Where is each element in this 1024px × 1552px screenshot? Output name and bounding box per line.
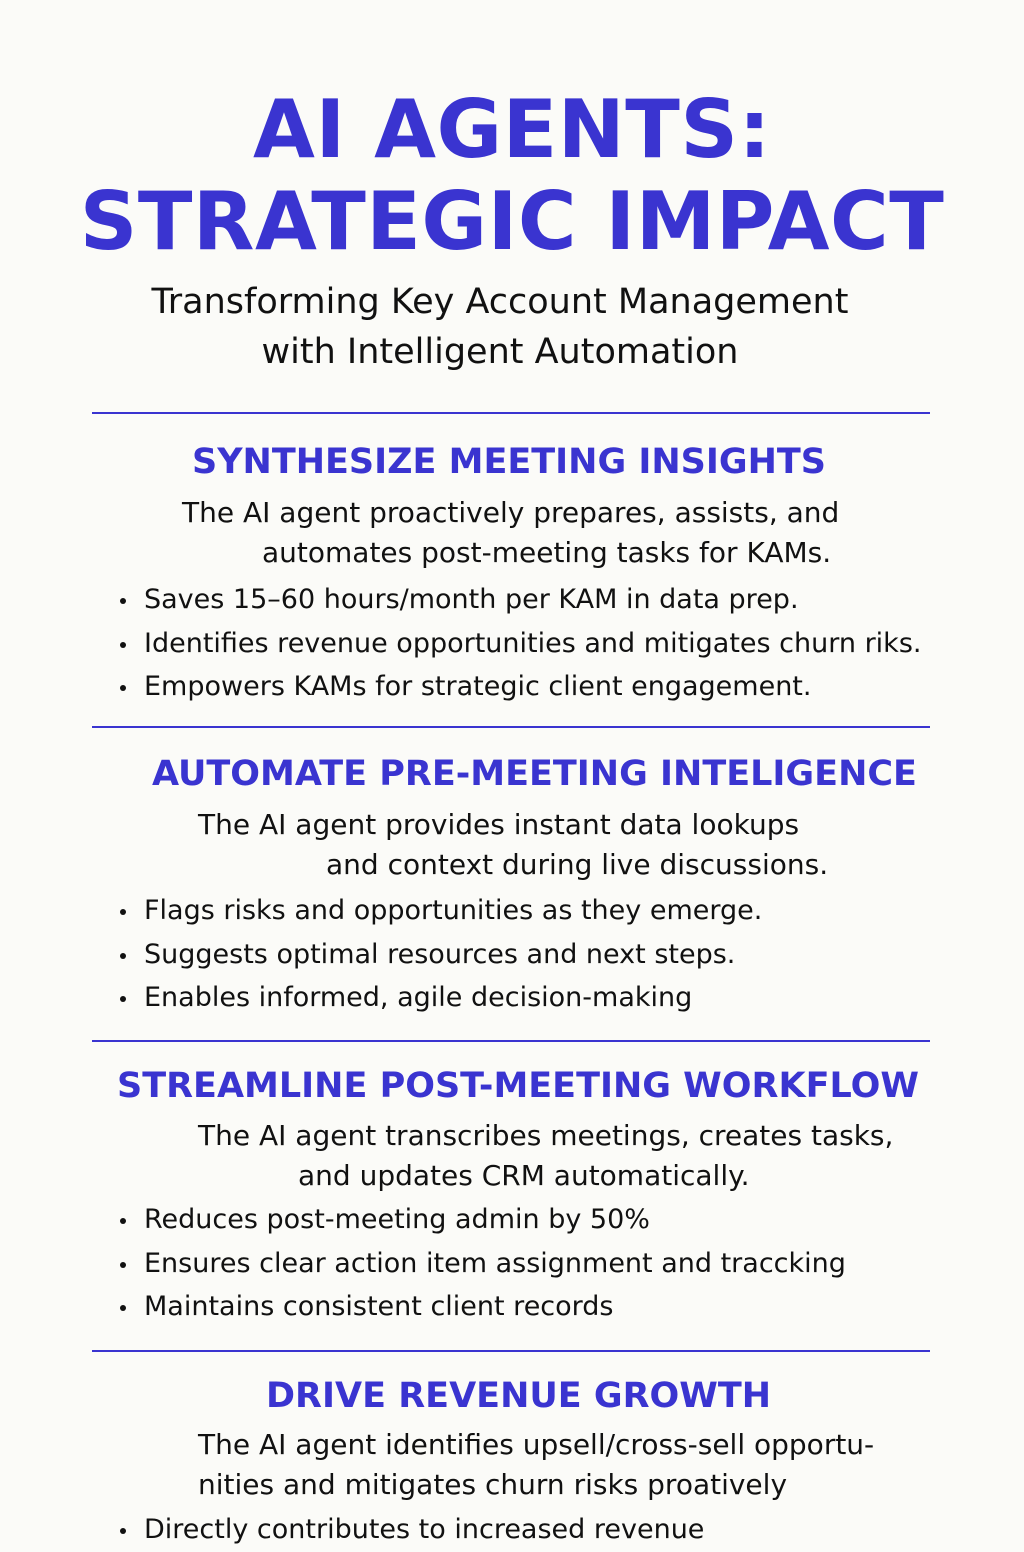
bullet-item: Ensures clear action item assignment and traccking [118, 1242, 846, 1286]
description-line-1: The AI agent transcribes meetings, creates tasks, [198, 1119, 894, 1152]
section-divider [92, 1350, 930, 1352]
title-line-1: AI AGENTS: [253, 83, 771, 176]
subtitle-line-2: with Intelligent Automation [261, 332, 739, 372]
bullet-list [118, 889, 762, 1020]
section-divider [92, 1040, 930, 1042]
section-title-synthesize: SYNTHESIZE MEETING INSIGHTS [192, 442, 827, 482]
subtitle-line-1: Transforming Key Account Management [151, 282, 849, 322]
description-line-1: The AI agent identifies upsell/cross-sell opportu- [198, 1428, 875, 1461]
bullet-item: Identifies revenue opportunities and mitigates churn riks. [118, 622, 921, 666]
bullet-list [118, 578, 921, 709]
page-title [0, 84, 1024, 268]
description-line-2: nities and mitigates churn risks proatively [198, 1468, 788, 1501]
section-title-streamline: STREAMLINE POST-MEETING WORKFLOW [117, 1066, 919, 1106]
description-line-2: automates post-meeting tasks for KAMs. [262, 536, 832, 569]
bullet-item: Flags risks and opportunities as they emerge. [118, 889, 762, 933]
bullet-item: Maintains consistent client records [118, 1285, 846, 1329]
section-description [0, 1116, 1024, 1196]
bullet-item: Suggests optimal resources and next steps. [118, 933, 762, 977]
section-title-automate: AUTOMATE PRE-MEETING INTELIGENCE [152, 754, 917, 794]
section-description [0, 805, 1024, 885]
description-line-1: The AI agent proactively prepares, assists, and [182, 496, 840, 529]
bullet-item: Saves 15–60 hours/month per KAM in data prep. [118, 578, 921, 622]
page-subtitle [0, 277, 1000, 377]
bullet-item: Enables informed, agile decision-making [118, 976, 762, 1020]
bullet-item: Empowers KAMs for strategic client engagement. [118, 665, 921, 709]
section-description [0, 1425, 1024, 1505]
section-title-revenue: DRIVE REVENUE GROWTH [266, 1376, 772, 1416]
section-description [0, 493, 1024, 573]
description-line-2: and updates CRM automatically. [298, 1159, 750, 1192]
title-line-2: STRATEGIC IMPACT [79, 175, 945, 268]
description-line-2: and context during live discussions. [326, 848, 829, 881]
bullet-item: Reduces post-meeting admin by 50% [118, 1198, 846, 1242]
bullet-list [118, 1508, 704, 1552]
section-divider [92, 412, 930, 414]
section-divider [92, 726, 930, 728]
bullet-list [118, 1198, 846, 1329]
bullet-item: Directly contributes to increased revenue [118, 1508, 704, 1552]
description-line-1: The AI agent provides instant data lookups [198, 808, 800, 841]
